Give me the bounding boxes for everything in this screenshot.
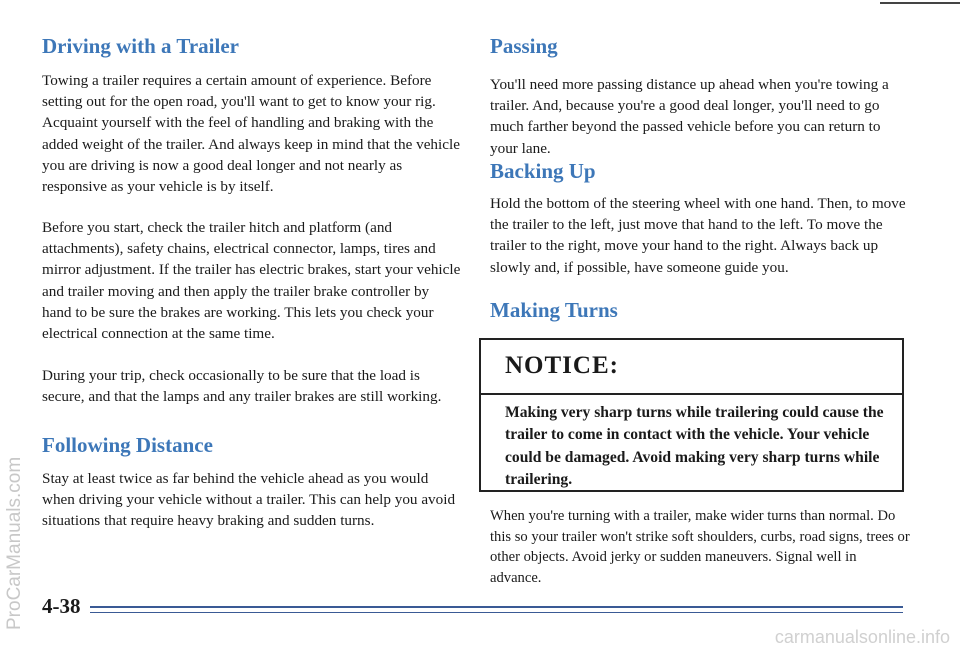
heading-driving-with-trailer: Driving with a Trailer [42, 34, 239, 58]
footer-rule-thin [90, 612, 903, 613]
heading-backing-up: Backing Up [490, 159, 596, 183]
paragraph-trailer-trip: During your trip, check occasionally to be sure that the load is secure, and that the lamps and any trailer brakes are still working. [42, 367, 442, 406]
watermark-vertical [6, 230, 32, 630]
notice-title: NOTICE: [505, 352, 619, 379]
heading-passing: Passing [490, 34, 558, 58]
paragraph-trailer-experience: Towing a trailer requires a certain amount of experience. Before setting out for the open road, you'll want to get to know your rig. Acquaint yourself with the feel of handling and braking with the added weight of the trailer. And always keep in mind that the vehicle you are driving is now a good deal longer and not nearly as responsive as your vehicle is by itself. [42, 72, 460, 196]
watermark-vertical-text: ProCarManuals.com [4, 456, 25, 630]
watermark-site-url: carmanualsonline.info [774, 627, 950, 647]
paragraph-backing-up: Hold the bottom of the steering wheel with one hand. Then, to move the trailer to the left, just move that hand to the left. To move the trailer to the right, move your hand to the right. Always back up slowly and, if possible, have someone guide you. [490, 195, 906, 276]
paragraph-making-turns: When you're turning with a trailer, make wider turns than normal. Do this so your trailer won't strike soft shoulders, curbs, road signs, trees or other objects. Avoid jerky or sudden maneuvers. Signal well in advance. [490, 508, 910, 586]
notice-divider [481, 393, 902, 395]
page-number: 4-38 [42, 594, 81, 618]
paragraph-trailer-checks: Before you start, check the trailer hitch and platform (and attachments), safety chains, electrical connector, lamps, tires and mirror adjustment. If the trailer has electric brakes, start your vehicle and trailer moving and then apply the trailer brake controller by hand to be sure the brakes are working. This lets you check your electrical connection at the same time. [42, 219, 461, 343]
heading-following-distance: Following Distance [42, 433, 213, 457]
heading-making-turns: Making Turns [490, 298, 618, 322]
notice-box [479, 338, 904, 492]
notice-text: Making very sharp turns while trailering could cause the trailer to come in contact with the vehicle. Your vehicle could be damaged. Avoid making very sharp turns while trailering. [505, 404, 884, 489]
top-edge-mark [880, 2, 960, 4]
footer-rule [90, 606, 903, 608]
paragraph-passing: You'll need more passing distance up ahead when you're towing a trailer. And, because you're a good deal longer, you'll need to go much farther beyond the passed vehicle before you can return to your lane. [490, 76, 889, 157]
paragraph-following-distance: Stay at least twice as far behind the vehicle ahead as you would when driving your vehicle without a trailer. This can help you avoid situations that require heavy braking and sudden turns. [42, 470, 456, 530]
